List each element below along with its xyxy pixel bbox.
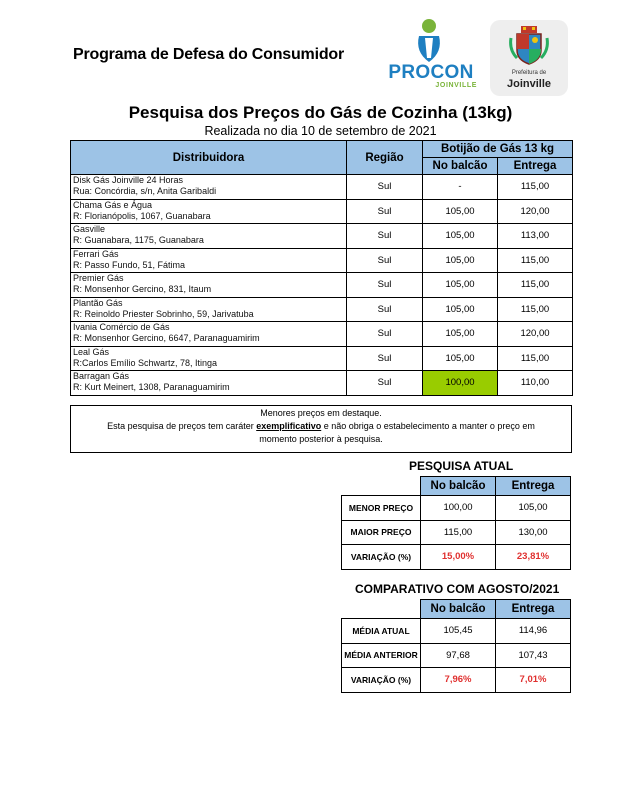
- joinville-coat-of-arms-icon: [507, 24, 551, 68]
- distribuidora-name: Ferrari Gás: [73, 248, 119, 259]
- regiao-cell: Sul: [347, 346, 423, 371]
- regiao-cell: Sul: [347, 248, 423, 273]
- table-row: [71, 371, 573, 396]
- pesquisa-atual-title: PESQUISA ATUAL: [409, 459, 514, 473]
- summary-balcao: 115,00: [421, 520, 496, 545]
- balcao-cell: 105,00: [423, 346, 498, 371]
- summary-balcao: 7,96%: [421, 668, 496, 693]
- summary-row: [342, 619, 571, 644]
- table-row: [71, 175, 573, 200]
- distribuidora-address: R:Carlos Emílio Schwartz, 78, Itinga: [73, 357, 218, 368]
- summary-label: MÉDIA ANTERIOR: [342, 643, 421, 668]
- summary-label: VARIAÇÃO (%): [342, 668, 421, 693]
- col-entrega: Entrega: [496, 477, 571, 496]
- summary-entrega: 107,43: [496, 643, 571, 668]
- col-regiao: Região: [347, 141, 423, 175]
- col-entrega: Entrega: [496, 600, 571, 619]
- distribuidora-cell: [71, 199, 347, 224]
- note-line-2: Esta pesquisa de preços tem caráter exemplificativo e não obriga o estabelecimento a manter o preço em: [107, 421, 535, 431]
- balcao-cell: 105,00: [423, 297, 498, 322]
- summary-balcao: 100,00: [421, 496, 496, 521]
- distribuidora-address: R: Monsenhor Gercino, 831, Itaum: [73, 284, 212, 294]
- distribuidora-cell: [71, 224, 347, 249]
- table-row: [71, 322, 573, 347]
- distribuidora-cell: [71, 322, 347, 347]
- note-emphasis: exemplificativo: [256, 421, 322, 431]
- distribuidora-cell: [71, 371, 347, 396]
- distribuidora-cell: [71, 248, 347, 273]
- distribuidora-cell: [71, 297, 347, 322]
- summary-row: [342, 496, 571, 521]
- summary-entrega: 7,01%: [496, 668, 571, 693]
- summary-balcao: 105,45: [421, 619, 496, 644]
- distribuidora-address: R: Reinoldo Priester Sobrinho, 59, Jarivatuba: [73, 308, 254, 319]
- distribuidora-name: Disk Gás Joinville 24 Horas: [73, 175, 184, 185]
- summary-entrega: 130,00: [496, 520, 571, 545]
- balcao-cell: 105,00: [423, 273, 498, 298]
- distribuidora-address: Rua: Concórdia, s/n, Anita Garibaldi: [73, 186, 217, 196]
- regiao-cell: Sul: [347, 175, 423, 200]
- note-line-3: momento posterior à pesquisa.: [259, 434, 383, 444]
- col-balcao: No balcão: [423, 158, 498, 175]
- regiao-cell: Sul: [347, 224, 423, 249]
- summary-label: MÉDIA ATUAL: [342, 619, 421, 644]
- distribuidora-name: Barragan Gás: [73, 371, 130, 381]
- entrega-cell: 115,00: [498, 273, 573, 298]
- distribuidora-address: R: Guanabara, 1175, Guanabara: [73, 235, 204, 245]
- summary-label: MENOR PREÇO: [342, 496, 421, 521]
- entrega-cell: 113,00: [498, 224, 573, 249]
- regiao-cell: Sul: [347, 371, 423, 396]
- prefeitura-logo: [490, 20, 568, 96]
- procon-logo-sub: JOINVILLE: [435, 82, 477, 89]
- entrega-cell: 115,00: [498, 346, 573, 371]
- col-balcao: No balcão: [421, 477, 496, 496]
- distribuidora-name: Premier Gás: [73, 273, 124, 283]
- regiao-cell: Sul: [347, 322, 423, 347]
- procon-logo-text: PROCON: [388, 62, 474, 83]
- distribuidora-cell: [71, 175, 347, 200]
- col-group-botijao: Botijão de Gás 13 kg: [423, 141, 573, 158]
- distribuidora-name: Chama Gás e Água: [73, 199, 153, 210]
- summary-entrega: 23,81%: [496, 545, 571, 570]
- distribuidora-name: Gasville: [73, 224, 106, 234]
- entrega-cell: 120,00: [498, 199, 573, 224]
- distribuidora-cell: [71, 346, 347, 371]
- distribuidora-name: Leal Gás: [73, 346, 110, 357]
- comparativo-table: [341, 599, 571, 693]
- entrega-cell: 120,00: [498, 322, 573, 347]
- distribuidora-cell: [71, 273, 347, 298]
- balcao-cell: 105,00: [423, 224, 498, 249]
- table-row: [71, 297, 573, 322]
- balcao-cell: 100,00: [423, 371, 498, 396]
- page-subtitle: Realizada no dia 10 de setembro de 2021: [204, 124, 437, 138]
- blank-header: [342, 477, 421, 496]
- summary-entrega: 114,96: [496, 619, 571, 644]
- col-balcao: No balcão: [421, 600, 496, 619]
- summary-label: VARIAÇÃO (%): [342, 545, 421, 570]
- disclaimer-note: [70, 405, 572, 453]
- balcao-cell: 105,00: [423, 199, 498, 224]
- table-row: [71, 273, 573, 298]
- table-row: [71, 199, 573, 224]
- balcao-cell: 105,00: [423, 248, 498, 273]
- summary-row: [342, 545, 571, 570]
- distribuidora-name: Ivania Comércio de Gás: [73, 322, 170, 332]
- balcao-cell: 105,00: [423, 322, 498, 347]
- entrega-cell: 110,00: [498, 371, 573, 396]
- table-row: [71, 248, 573, 273]
- summary-balcao: 15,00%: [421, 545, 496, 570]
- summary-row: [342, 643, 571, 668]
- summary-balcao: 97,68: [421, 643, 496, 668]
- table-row: [71, 346, 573, 371]
- summary-entrega: 105,00: [496, 496, 571, 521]
- distribuidora-address: R: Kurt Meinert, 1308, Paranaguamirim: [73, 382, 230, 392]
- distribuidora-address: R: Passo Fundo, 51, Fátima: [73, 259, 186, 270]
- col-distribuidora: Distribuidora: [71, 141, 347, 175]
- pesquisa-atual-table: [341, 476, 571, 570]
- table-row: [71, 224, 573, 249]
- header-title: Programa de Defesa do Consumidor: [73, 46, 344, 63]
- summary-label: MAIOR PREÇO: [342, 520, 421, 545]
- blank-header: [342, 600, 421, 619]
- entrega-cell: 115,00: [498, 297, 573, 322]
- regiao-cell: Sul: [347, 199, 423, 224]
- prefeitura-label: Prefeitura de: [511, 70, 547, 76]
- entrega-cell: 115,00: [498, 175, 573, 200]
- summary-row: [342, 520, 571, 545]
- procon-person-icon: [413, 18, 449, 68]
- col-entrega: Entrega: [498, 158, 573, 175]
- distribuidora-name: Plantão Gás: [73, 297, 123, 308]
- procon-logo: [385, 18, 477, 92]
- price-table: [70, 140, 573, 396]
- regiao-cell: Sul: [347, 297, 423, 322]
- distribuidora-address: R: Monsenhor Gercino, 6647, Paranaguamirim: [73, 333, 260, 343]
- entrega-cell: 115,00: [498, 248, 573, 273]
- page-title: Pesquisa dos Preços do Gás de Cozinha (13kg): [128, 103, 513, 122]
- balcao-cell: -: [423, 175, 498, 200]
- regiao-cell: Sul: [347, 273, 423, 298]
- distribuidora-address: R: Florianópolis, 1067, Guanabara: [73, 210, 211, 221]
- comparativo-title: COMPARATIVO COM AGOSTO/2021: [355, 582, 560, 596]
- note-line-1: Menores preços em destaque.: [260, 408, 382, 418]
- prefeitura-name: Joinville: [506, 78, 552, 90]
- summary-row: [342, 668, 571, 693]
